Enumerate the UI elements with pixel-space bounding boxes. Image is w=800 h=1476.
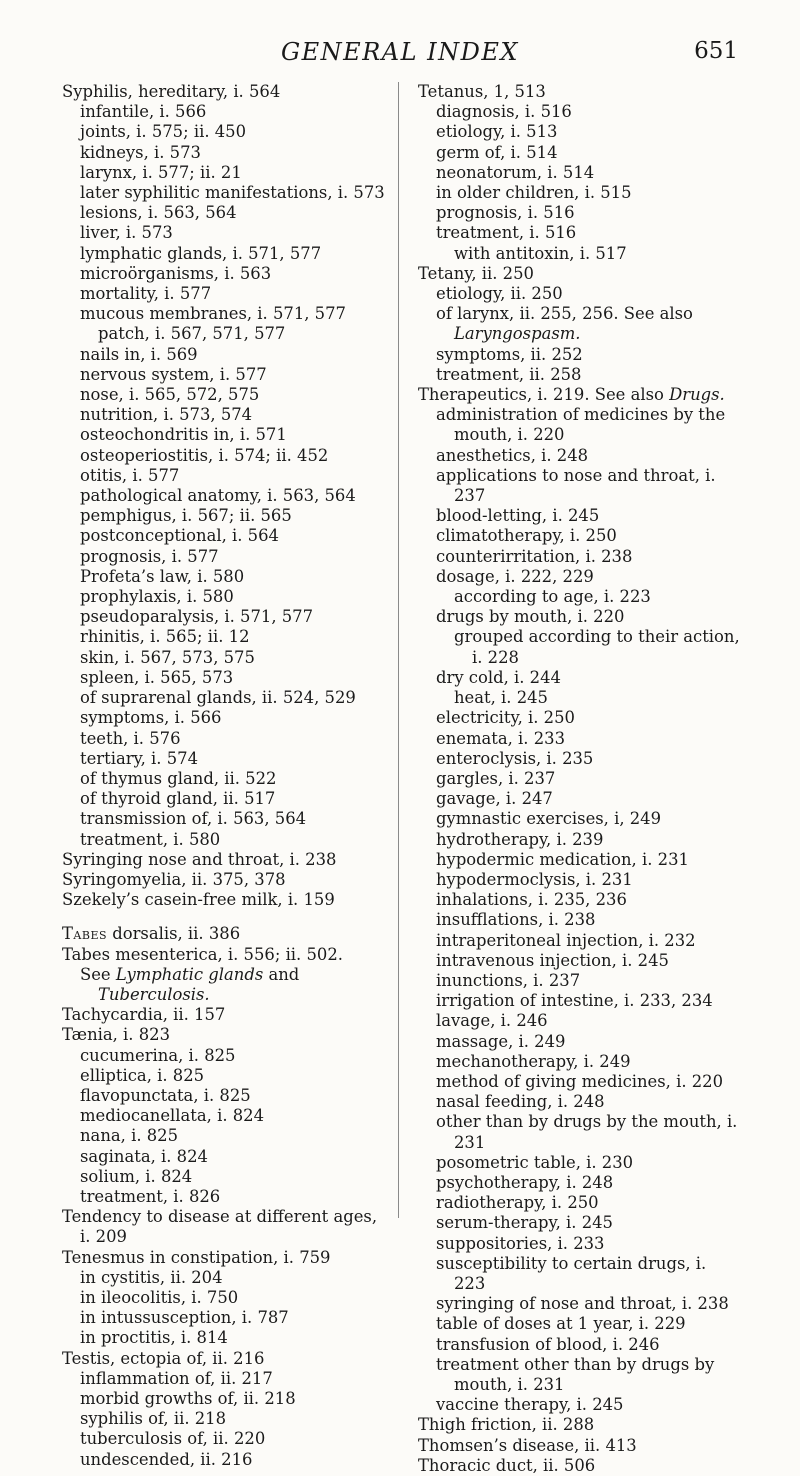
index-subentry <box>418 1193 740 1213</box>
entry-text: kidneys, i. 573 <box>80 142 201 162</box>
entry-text: Syringing nose and throat, i. 238 <box>62 849 337 869</box>
index-subentry <box>62 122 388 142</box>
entry-text: anesthetics, i. 248 <box>436 445 589 465</box>
index-subentry <box>62 1288 388 1308</box>
entry-text: diagnosis, i. 516 <box>436 102 572 122</box>
index-subentry <box>62 163 388 183</box>
index-subentry <box>418 1335 740 1355</box>
index-subentry <box>418 526 740 546</box>
index-subentry <box>62 1268 388 1288</box>
index-subentry <box>62 809 388 829</box>
index-subentry <box>62 425 388 445</box>
index-subentry <box>418 668 740 688</box>
entry-text: vaccine therapy, i. 245 <box>436 1395 624 1415</box>
index-subentry <box>418 1092 740 1112</box>
index-entry <box>62 1207 388 1247</box>
entry-text: solium, i. 824 <box>80 1166 193 1186</box>
entry-text: enemata, i. 233 <box>436 728 565 748</box>
entry-text: according to age, i. 223 <box>454 587 651 607</box>
index-entry <box>418 264 740 284</box>
entry-text: nervous system, i. 577 <box>80 364 267 384</box>
entry-text: symptoms, i. 566 <box>80 708 222 728</box>
index-subentry <box>62 708 388 728</box>
index-subentry <box>62 1086 388 1106</box>
entry-text: syringing of nose and throat, i. 238 <box>436 1294 729 1314</box>
index-entry <box>62 924 388 944</box>
index-subentry <box>62 547 388 567</box>
entry-text: mucous membranes, i. 571, 577 <box>80 304 346 324</box>
index-subentry <box>418 910 740 930</box>
index-subentry <box>418 1153 740 1173</box>
section-gap <box>62 910 388 924</box>
index-subentry <box>418 1052 740 1072</box>
entry-text: gargles, i. 237 <box>436 768 556 788</box>
index-subentry <box>418 708 740 728</box>
entry-text: drugs by mouth, i. 220 <box>436 607 625 627</box>
entry-text: grouped according to their action, i. 228 <box>454 627 740 667</box>
entry-text: insufflations, i. 238 <box>436 910 596 930</box>
index-subentry <box>62 830 388 850</box>
entry-text: Tabes mesenterica, i. 556; ii. 502. <box>62 944 343 964</box>
entry-text: table of doses at 1 year, i. 229 <box>436 1314 686 1334</box>
index-subentry <box>418 729 740 749</box>
index-subentry <box>62 1450 388 1470</box>
entry-text: Szekely’s casein-free milk, i. 159 <box>62 890 335 910</box>
entry-text: transfusion of blood, i. 246 <box>436 1334 660 1354</box>
index-subentry <box>418 1395 740 1415</box>
index-subentry <box>62 587 388 607</box>
index-subentry <box>62 729 388 749</box>
index-subentry <box>418 688 740 708</box>
index-subentry <box>62 506 388 526</box>
entry-text: Therapeutics, i. 219. See also <box>418 385 670 405</box>
index-subentry <box>62 284 388 304</box>
entry-text: Tetany, ii. 250 <box>418 263 534 283</box>
index-subentry <box>418 304 740 344</box>
index-subentry <box>62 789 388 809</box>
index-subentry <box>418 1011 740 1031</box>
index-subentry <box>418 1213 740 1233</box>
index-subentry <box>418 143 740 163</box>
index-subentry <box>418 830 740 850</box>
entry-text: intravenous injection, i. 245 <box>436 950 669 970</box>
entry-text: treatment, i. 580 <box>80 829 221 849</box>
running-title: GENERAL INDEX <box>280 38 519 66</box>
index-subentry <box>418 890 740 910</box>
index-subentry <box>62 446 388 466</box>
entry-text: susceptibility to certain drugs, i. 223 <box>436 1253 707 1293</box>
index-subentry <box>418 284 740 304</box>
entry-text: pemphigus, i. 567; ii. 565 <box>80 506 292 526</box>
index-subentry <box>62 203 388 223</box>
index-subentry <box>62 688 388 708</box>
cross-reference: Tuberculosis. <box>98 984 210 1004</box>
entry-text: method of giving medicines, i. 220 <box>436 1071 724 1091</box>
entry-text: hydrotherapy, i. 239 <box>436 829 604 849</box>
index-subentry <box>62 345 388 365</box>
entry-text: Tendency to disease at different ages, i. 209 <box>62 1207 378 1247</box>
index-subentry <box>418 102 740 122</box>
index-subentry <box>62 385 388 405</box>
entry-text: cucumerina, i. 825 <box>80 1045 236 1065</box>
index-subentry <box>62 526 388 546</box>
entry-text: treatment, i. 826 <box>80 1186 221 1206</box>
entry-text: inunctions, i. 237 <box>436 970 581 990</box>
index-subentry <box>418 567 740 587</box>
index-entry <box>62 1248 388 1268</box>
index-subentry <box>418 769 740 789</box>
entry-text: liver, i. 573 <box>80 223 173 243</box>
entry-text: dosage, i. 222, 229 <box>436 566 594 586</box>
entry-text: in older children, i. 515 <box>436 183 632 203</box>
entry-text: mortality, i. 577 <box>80 284 212 304</box>
index-subentry <box>62 102 388 122</box>
index-subentry <box>62 304 388 324</box>
index-subentry <box>418 991 740 1011</box>
index-subentry <box>418 870 740 890</box>
entry-text: skin, i. 567, 573, 575 <box>80 647 255 667</box>
entry-text: hypodermic medication, i. 231 <box>436 849 689 869</box>
index-subentry <box>62 567 388 587</box>
index-subentry <box>418 122 740 142</box>
index-subentry <box>62 1147 388 1167</box>
index-subentry <box>418 506 740 526</box>
index-entry <box>418 1436 740 1456</box>
index-subentry <box>418 850 740 870</box>
entry-text: inhalations, i. 235, 236 <box>436 890 627 910</box>
entry-text: in ileocolitis, i. 750 <box>80 1287 239 1307</box>
entry-text: intraperitoneal injection, i. 232 <box>436 930 696 950</box>
entry-text: counterirritation, i. 238 <box>436 546 633 566</box>
entry-text: flavopunctata, i. 825 <box>80 1085 251 1105</box>
entry-text: Profeta’s law, i. 580 <box>80 566 245 586</box>
entry-text: transmission of, i. 563, 564 <box>80 809 307 829</box>
entry-text: of thyroid gland, ii. 517 <box>80 789 276 809</box>
entry-text: germ of, i. 514 <box>436 142 558 162</box>
index-entry <box>418 82 740 102</box>
entry-text: treatment other than by drugs by mouth, i. 231 <box>436 1354 715 1394</box>
entry-text: prophylaxis, i. 580 <box>80 587 234 607</box>
index-subentry <box>418 789 740 809</box>
index-entry <box>62 890 388 910</box>
entry-text: Testis, ectopia of, ii. 216 <box>62 1348 265 1368</box>
entry-text: neonatorum, i. 514 <box>436 162 595 182</box>
entry-text: psychotherapy, i. 248 <box>436 1172 614 1192</box>
index-subentry <box>62 607 388 627</box>
index-entry <box>62 1005 388 1025</box>
entry-text: of suprarenal glands, ii. 524, 529 <box>80 688 356 708</box>
page-number: 651 <box>694 38 738 64</box>
index-subentry <box>62 264 388 284</box>
index-subentry <box>418 587 740 607</box>
entry-text: later syphilitic manifestations, i. 573 <box>80 183 385 203</box>
entry-text: inflammation of, ii. 217 <box>80 1368 273 1388</box>
entry-text: enteroclysis, i. 235 <box>436 748 594 768</box>
index-subentry <box>418 809 740 829</box>
entry-text: applications to nose and throat, i. 237 <box>436 465 716 506</box>
index-subentry <box>418 1294 740 1314</box>
entry-text: heat, i. 245 <box>454 688 548 708</box>
index-subentry <box>418 1234 740 1254</box>
entry-text: in proctitis, i. 814 <box>80 1328 228 1348</box>
index-entry <box>62 1349 388 1369</box>
index-entry <box>62 850 388 870</box>
index-subentry <box>62 183 388 203</box>
entry-text: undescended, ii. 216 <box>80 1449 253 1469</box>
index-subentry <box>62 1167 388 1187</box>
index-subentry <box>62 627 388 647</box>
index-subentry <box>62 244 388 264</box>
entry-text: administration of medicines by the mouth, i. 220 <box>436 405 726 445</box>
entry-text: symptoms, ii. 252 <box>436 344 583 364</box>
entry-text: in cystitis, ii. 204 <box>80 1267 223 1287</box>
entry-text: lymphatic glands, i. 571, 577 <box>80 243 322 263</box>
entry-text: patch, i. 567, 571, 577 <box>98 324 286 344</box>
index-subentry <box>418 547 740 567</box>
index-subentry <box>62 1126 388 1146</box>
index-subentry <box>418 223 740 243</box>
entry-text: blood-letting, i. 245 <box>436 506 600 526</box>
index-subentry <box>62 1106 388 1126</box>
index-entry <box>62 82 388 102</box>
index-subentry <box>62 668 388 688</box>
entry-text: spleen, i. 565, 573 <box>80 667 234 687</box>
entry-text: climatotherapy, i. 250 <box>436 526 617 546</box>
index-subentry <box>62 1369 388 1389</box>
entry-text: gymnastic exercises, i, 249 <box>436 809 662 829</box>
entry-text: hypodermoclysis, i. 231 <box>436 869 633 889</box>
index-subentry <box>62 1066 388 1086</box>
entry-text: teeth, i. 576 <box>80 728 181 748</box>
entry-text: microörganisms, i. 563 <box>80 263 272 283</box>
index-entry <box>62 1025 388 1045</box>
index-column-right <box>418 82 740 1476</box>
index-subentry <box>418 183 740 203</box>
index-subentry <box>418 466 740 506</box>
entry-text: Thoracic duct, ii. 506 <box>418 1455 596 1475</box>
entry-text: Thigh friction, ii. 288 <box>418 1415 595 1435</box>
index-subentry <box>418 951 740 971</box>
entry-text: Thomsen’s disease, ii. 413 <box>418 1435 637 1455</box>
index-subentry <box>62 1187 388 1207</box>
index-subentry <box>418 1254 740 1294</box>
entry-text: treatment, i. 516 <box>436 223 577 243</box>
entry-text: joints, i. 575; ii. 450 <box>80 122 247 142</box>
index-subentry <box>62 143 388 163</box>
index-subentry <box>418 1112 740 1152</box>
cross-reference: Laryngospasm. <box>454 324 581 344</box>
entry-text: osteochondritis in, i. 571 <box>80 425 287 445</box>
entry-text: Syringomyelia, ii. 375, 378 <box>62 869 286 889</box>
index-subentry <box>418 1032 740 1052</box>
entry-text: and <box>263 964 300 984</box>
entry-text: electricity, i. 250 <box>436 708 575 728</box>
entry-text: pseudoparalysis, i. 571, 577 <box>80 607 314 627</box>
index-entry <box>62 870 388 890</box>
cross-reference: Lymphatic glands <box>115 964 264 984</box>
entry-text: pathological anatomy, i. 563, 564 <box>80 486 356 506</box>
entry-text: dorsalis, ii. 386 <box>107 924 241 944</box>
index-subentry <box>62 486 388 506</box>
entry-text: postconceptional, i. 564 <box>80 526 279 546</box>
entry-text: prognosis, i. 577 <box>80 546 219 566</box>
index-subentry <box>418 607 740 627</box>
entry-text: Tænia, i. 823 <box>62 1025 171 1045</box>
index-subentry <box>62 324 388 344</box>
entry-text: massage, i. 249 <box>436 1031 566 1051</box>
entry-text: otitis, i. 577 <box>80 465 180 485</box>
entry-text: etiology, i. 513 <box>436 122 558 142</box>
entry-text: of larynx, ii. 255, 256. See also <box>436 304 693 324</box>
entry-text: treatment, ii. 258 <box>436 364 582 384</box>
index-subentry <box>418 345 740 365</box>
entry-text: syphilis of, ii. 218 <box>80 1409 227 1429</box>
entry-text: with antitoxin, i. 517 <box>454 243 627 263</box>
entry-text: nasal feeding, i. 248 <box>436 1092 605 1112</box>
entry-text: nose, i. 565, 572, 575 <box>80 385 260 405</box>
entry-text: suppositories, i. 233 <box>436 1233 605 1253</box>
index-entry <box>62 945 388 965</box>
entry-text: lavage, i. 246 <box>436 1011 548 1031</box>
index-subentry <box>418 163 740 183</box>
entry-text: etiology, ii. 250 <box>436 284 563 304</box>
index-subentry <box>418 365 740 385</box>
entry-text: nutrition, i. 573, 574 <box>80 405 253 425</box>
index-subentry <box>62 1046 388 1066</box>
entry-text: saginata, i. 824 <box>80 1146 208 1166</box>
entry-text: Tetanus, 1, 513 <box>418 82 546 101</box>
entry-text: Tachycardia, ii. 157 <box>62 1005 226 1025</box>
index-subentry <box>418 405 740 445</box>
index-entry <box>418 1415 740 1435</box>
index-subentry <box>418 627 740 667</box>
entry-text: other than by drugs by the mouth, i. 231 <box>436 1112 738 1152</box>
index-subentry <box>418 446 740 466</box>
entry-text: mediocanellata, i. 824 <box>80 1106 265 1126</box>
entry-text: larynx, i. 577; ii. 21 <box>80 162 242 182</box>
index-column-left <box>62 82 388 1470</box>
index-subentry <box>62 1389 388 1409</box>
index-subentry <box>418 749 740 769</box>
index-subentry <box>418 1314 740 1334</box>
index-subentry <box>418 244 740 264</box>
index-subentry <box>62 1429 388 1449</box>
page-header <box>0 38 800 68</box>
entry-text: nails in, i. 569 <box>80 344 198 364</box>
entry-text: morbid growths of, ii. 218 <box>80 1389 296 1408</box>
entry-text: prognosis, i. 516 <box>436 203 575 223</box>
index-subentry <box>62 965 388 1005</box>
entry-text: of thymus gland, ii. 522 <box>80 768 277 788</box>
entry-text: tertiary, i. 574 <box>80 748 199 768</box>
index-subentry <box>62 1328 388 1348</box>
entry-text: osteoperiostitis, i. 574; ii. 452 <box>80 445 329 465</box>
entry-text: lesions, i. 563, 564 <box>80 203 237 223</box>
index-subentry <box>418 931 740 951</box>
entry-text: gavage, i. 247 <box>436 789 553 809</box>
index-subentry <box>62 466 388 486</box>
entry-text: Syphilis, hereditary, i. 564 <box>62 82 281 101</box>
entry-text: tuberculosis of, ii. 220 <box>80 1429 266 1449</box>
index-entry <box>418 1456 740 1476</box>
index-subentry <box>418 1173 740 1193</box>
index-subentry <box>418 203 740 223</box>
index-subentry <box>62 365 388 385</box>
index-subentry <box>62 223 388 243</box>
index-subentry <box>62 405 388 425</box>
entry-text: infantile, i. 566 <box>80 102 207 122</box>
cross-reference: Drugs. <box>669 385 725 405</box>
index-entry <box>418 385 740 405</box>
index-subentry <box>418 1072 740 1092</box>
index-subentry <box>62 648 388 668</box>
index-subentry <box>62 1308 388 1328</box>
entry-text: Tenesmus in constipation, i. 759 <box>62 1247 331 1267</box>
entry-text: rhinitis, i. 565; ii. 12 <box>80 627 250 647</box>
entry-text: mechanotherapy, i. 249 <box>436 1051 631 1071</box>
entry-text: dry cold, i. 244 <box>436 667 561 687</box>
index-subentry <box>418 971 740 991</box>
index-subentry <box>418 1355 740 1395</box>
entry-text: elliptica, i. 825 <box>80 1065 205 1085</box>
entry-text: See <box>80 964 116 984</box>
index-subentry <box>62 769 388 789</box>
entry-smallcaps-word: Tabes <box>62 924 108 944</box>
column-divider <box>398 82 399 1218</box>
index-subentry <box>62 1409 388 1429</box>
entry-text: serum-therapy, i. 245 <box>436 1213 613 1233</box>
entry-text: irrigation of intestine, i. 233, 234 <box>436 991 713 1011</box>
entry-text: nana, i. 825 <box>80 1126 179 1146</box>
index-subentry <box>62 749 388 769</box>
entry-text: in intussusception, i. 787 <box>80 1308 289 1328</box>
entry-text: radiotherapy, i. 250 <box>436 1193 599 1213</box>
entry-text: posometric table, i. 230 <box>436 1152 634 1172</box>
